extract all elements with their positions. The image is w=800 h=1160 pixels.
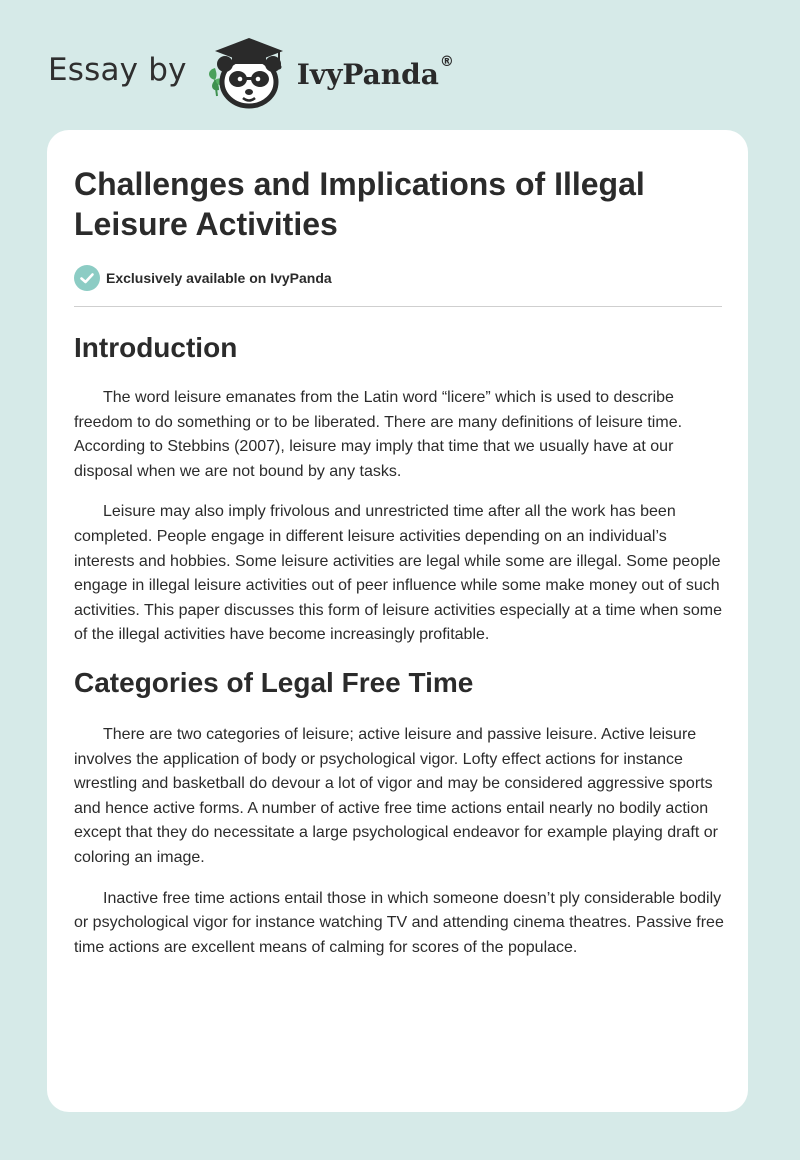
exclusive-badge-text: Exclusively available on IvyPanda [106,270,332,286]
essay-title: Challenges and Implications of Illegal Leisure Activities [74,166,645,242]
site-brand[interactable] [48,34,454,110]
paragraph: Inactive free time actions entail those in which someone doesn’t ply considerable bodily or psychological vigor for instance watching TV and attending cinema theatres. Passive free time actions are excellent means of calming for scores of the populace. [74,889,724,956]
section-introduction [74,331,722,648]
brand-name: IvyPanda® [296,53,454,91]
title-divider [74,306,722,307]
essay-card [47,130,748,1112]
panda-logo-icon [205,34,289,110]
paragraph: Leisure may also imply frivolous and unrestricted time after all the work has been completed. People engage in different leisure activities depending on an individual’s interests and hobbies. Some leisure activities are legal while some are illegal. Some people engage in illegal leisure activities out of peer influence while some make money out of such activities. This paper discusses this form of leisure activities especially at a time when some of the illegal activities have become increasingly profitable. [74,503,722,644]
section-heading: Categories of Legal Free Time [74,666,474,698]
paragraph: There are two categories of leisure; active leisure and passive leisure. Active leisure involves the application of body or psychological vigor. Lofty effect actions for instance wrestling and basketball do devour a lot of vigor and may be considered aggressive sports and hence active forms. A number of active free time actions entail nearly no bodily action except that they do necessitate a large psychological endeavor for example playing draft or coloring an image. [74,725,718,866]
exclusive-badge [74,264,722,292]
paragraph: The word leisure emanates from the Latin word “licere” which is used to describe freedom to do something or to be liberated. There are many definitions of leisure time. According to Stebbins (2007), leisure may imply that time that we usually have at our disposal when we are not bound by any tasks. [74,389,683,480]
section-heading: Introduction [74,332,238,363]
brand-prefix: Essay by [48,52,187,88]
section-categories [74,666,722,960]
registered-mark: ® [439,53,454,70]
check-badge-icon [74,265,100,291]
